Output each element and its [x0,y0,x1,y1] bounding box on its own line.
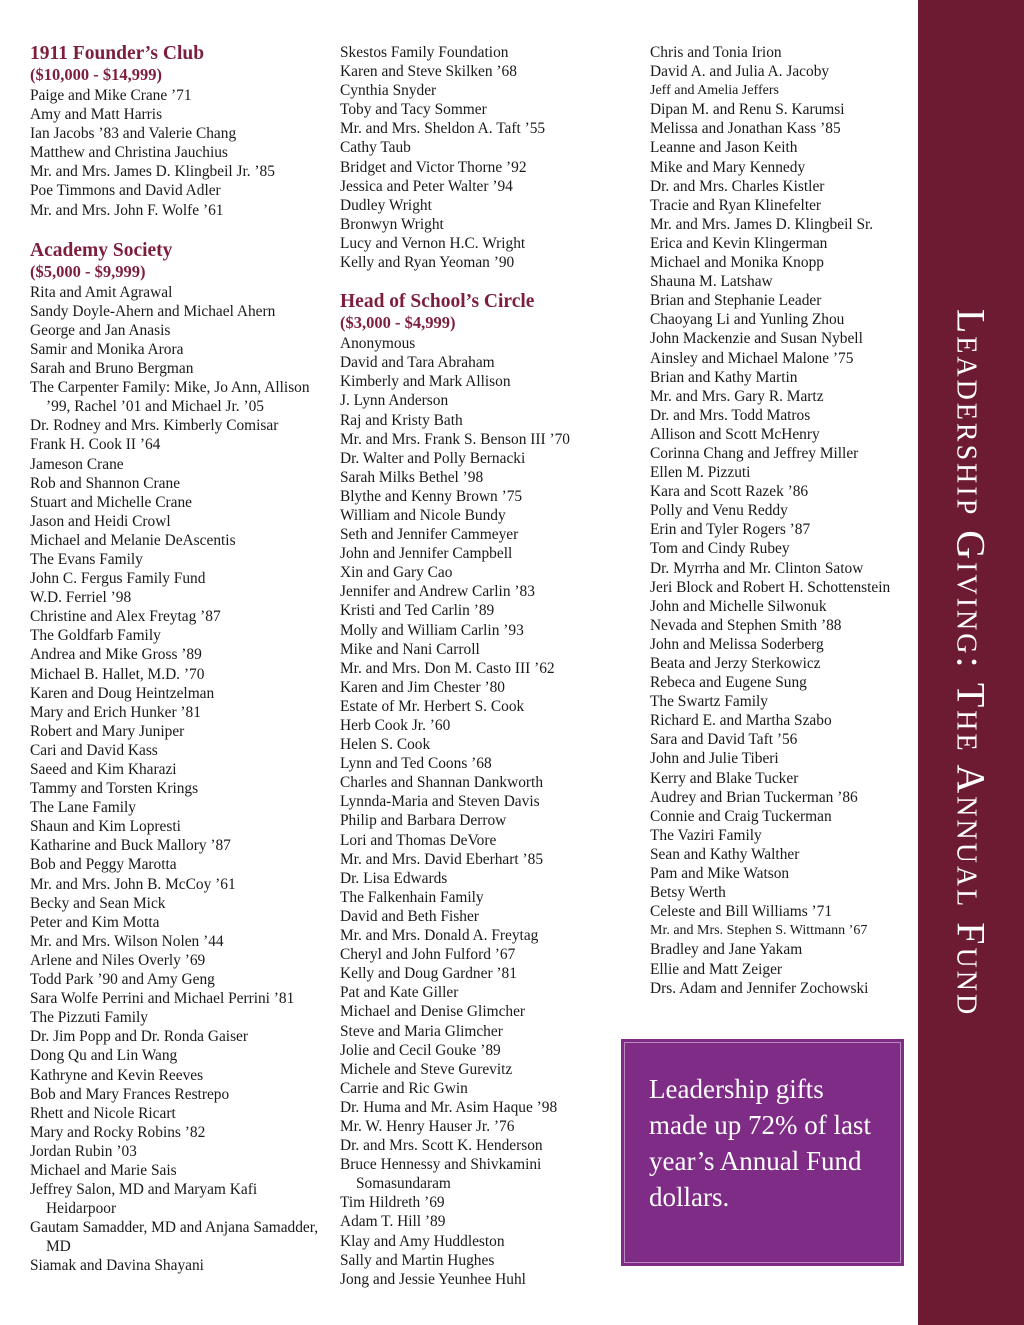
academy-society-section [30,240,330,1276]
donor-name: Kerry and Blake Tucker [650,769,799,787]
donor-name: Sally and Martin Hughes [340,1251,495,1269]
donor-name: Dr. Myrrha and Mr. Clinton Satow [650,559,864,577]
academy-society-title: Academy Society [30,239,173,261]
donor-name: John and Julie Tiberi [650,750,779,768]
donor-name: Saeed and Kim Kharazi [30,761,177,778]
donor-name: Bob and Mary Frances Restrepo [30,1085,230,1103]
donor-name: Mr. and Mrs. John B. McCoy ’61 [30,875,236,893]
donor-name: Philip and Barbara Derrow [340,812,507,830]
donor-name: Dr. Huma and Mr. Asim Haque ’98 [340,1098,558,1116]
donor-name: John and Jennifer Campbell [340,545,513,563]
donor-name: Audrey and Brian Tuckerman ’86 [650,788,858,806]
donor-name: Rob and Shannon Crane [30,474,181,492]
donor-name: Lucy and Vernon H.C. Wright [340,234,526,252]
donor-name: Todd Park ’90 and Amy Geng [30,971,215,989]
donor-name: Mike and Mary Kennedy [650,158,806,176]
donor-name: Leanne and Jason Keith [650,139,798,157]
founders-club-section [30,43,330,220]
donor-name: Karen and Doug Heintzelman [30,684,215,702]
founders-club-list [30,86,330,220]
donor-name: Jessica and Peter Walter ’94 [340,177,513,195]
donor-name: Jeff and Amelia Jeffers [650,83,779,99]
donor-name: Katharine and Buck Mallory ’87 [30,837,231,855]
donor-name: Dipan M. and Renu S. Karumsi [650,101,845,119]
donor-name: Peter and Kim Motta [30,913,160,931]
donor-name: Matthew and Christina Jauchius [30,144,228,162]
donor-name: Kathryne and Kevin Reeves [30,1066,204,1084]
donor-name: Sean and Kathy Walther [650,845,800,863]
donor-name: Kelly and Ryan Yeoman ’90 [340,254,515,272]
founders-club-range: ($10,000 - $14,999) [30,65,162,84]
donor-name: Jeri Block and Robert H. Schottenstein [650,578,891,596]
donor-name: The Evans Family [30,550,143,568]
donor-name: Ian Jacobs ’83 and Valerie Chang [30,125,237,143]
donor-name: Sara Wolfe Perrini and Michael Perrini ’81 [30,990,295,1008]
donor-name: The Lane Family [30,799,136,817]
donor-name: Herb Cook Jr. ’60 [340,717,451,734]
donor-name: Mr. and Mrs. James D. Klingbeil Sr. [650,215,874,233]
academy-society-range: ($5,000 - $9,999) [30,261,146,281]
donor-name: Kimberly and Mark Allison [340,373,511,391]
donor-name: Tracie and Ryan Klinefelter [650,196,822,214]
donor-name: David A. and Julia A. Jacoby [650,63,830,81]
donor-name: Arlene and Niles Overly ’69 [30,951,206,969]
donor-name: John and Melissa Soderberg [650,635,824,653]
donor-name: Dr. Walter and Polly Bernacki [340,449,526,467]
donor-name: Dudley Wright [340,196,432,214]
donor-name: Robert and Mary Juniper [30,722,185,740]
donor-name: Beata and Jerzy Sterkowicz [650,655,821,672]
donor-name: Xin and Gary Cao [340,564,453,582]
donor-name: Cheryl and John Fulford ’67 [340,946,516,964]
donor-name: Stuart and Michelle Crane [30,493,192,511]
donor-name: The Falkenhain Family [340,888,484,906]
donor-name: Chris and Tonia Irion [650,44,782,61]
donor-name: Connie and Craig Tuckerman [650,807,832,825]
donor-name: Sandy Doyle-Ahern and Michael Ahern [30,302,276,320]
donor-name: John C. Fergus Family Fund [30,570,206,588]
donor-name: Dr. and Mrs. Scott K. Henderson [340,1137,543,1155]
donor-name: Mr. and Mrs. Gary R. Martz [650,387,824,405]
donor-name: Paige and Mike Crane ’71 [30,87,192,104]
donor-name: Dr. Jim Popp and Dr. Ronda Gaiser [30,1028,249,1046]
donor-name: Blythe and Kenny Brown ’75 [340,487,523,505]
donor-name: Rebeca and Eugene Sung [650,674,807,692]
donor-name: The Goldfarb Family [30,627,161,645]
donor-name: Ainsley and Michael Malone ’75 [650,349,854,367]
donor-name: Sarah and Bruno Bergman [30,360,194,378]
donor-name: Cathy Taub [340,139,411,157]
donor-name: Brian and Kathy Martin [650,368,798,386]
donor-name: Mr. and Mrs. James D. Klingbeil Jr. ’85 [30,163,275,181]
donor-name: Chaoyang Li and Yunling Zhou [650,311,845,329]
donor-name: Corinna Chang and Jeffrey Miller [650,444,859,462]
donor-name: Bridget and Victor Thorne ’92 [340,158,527,176]
donor-name: Melissa and Jonathan Kass ’85 [650,120,841,138]
donor-name: Mr. and Mrs. Stephen S. Wittmann ’67 [650,923,868,939]
donor-name: Lynnda-Maria and Steven Davis [340,793,540,811]
donor-name: Jason and Heidi Crowl [30,512,171,530]
donor-name: Michele and Steve Gurevitz [340,1060,513,1078]
donor-name: Carrie and Ric Gwin [340,1079,468,1097]
sidebar-band [918,0,1024,1325]
head-of-school-list [340,334,630,1289]
donor-name: Dr. Rodney and Mrs. Kimberly Comisar [30,417,279,435]
donor-name: Samir and Monika Arora [30,340,184,358]
head-of-school-section [340,291,630,1289]
donor-name: Tammy and Torsten Krings [30,780,199,798]
donor-name: Pam and Mike Watson [650,865,790,883]
donor-name: Shaun and Kim Lopresti [30,818,181,836]
donor-name: Richard E. and Martha Szabo [650,712,832,730]
donor-name: Erica and Kevin Klingerman [650,234,828,252]
donor-name: Kelly and Doug Gardner ’81 [340,965,517,983]
donor-name: Becky and Sean Mick [30,894,166,912]
donor-name: Dr. Lisa Edwards [340,869,448,887]
donor-name: David and Tara Abraham [340,354,495,372]
donor-name: Allison and Scott McHenry [650,425,820,443]
donor-name: John and Michelle Silwonuk [650,597,827,615]
donor-name: Mr. and Mrs. Frank S. Benson III ’70 [340,430,570,448]
donor-name: Lori and Thomas DeVore [340,831,497,849]
donor-name: Skestos Family Foundation [340,44,509,61]
donor-name: Brian and Stephanie Leader [650,292,822,310]
donor-name: Cari and David Kass [30,741,158,759]
donor-name: Mr. and Mrs. John F. Wolfe ’61 [30,201,224,219]
donor-name: Poe Timmons and David Adler [30,182,221,200]
donor-name: Jameson Crane [30,455,124,473]
donor-name: Tom and Cindy Rubey [650,540,790,558]
donor-name: Ellen M. Pizzuti [650,464,751,482]
donor-name: Mr. and Mrs. David Eberhart ’85 [340,850,544,868]
donor-name: Michael and Monika Knopp [650,254,824,272]
donor-name: Nevada and Stephen Smith ’88 [650,616,842,634]
donor-name: Jong and Jessie Yeunhee Huhl [340,1270,526,1288]
donor-name: Michael and Melanie DeAscentis [30,531,236,549]
donor-name: Mr. and Mrs. Donald A. Freytag [340,927,539,945]
donor-name: Sara and David Taft ’56 [650,731,798,749]
donor-name: Bob and Peggy Marotta [30,856,177,874]
donor-name: Frank H. Cook II ’64 [30,436,161,454]
donor-name: Raj and Kristy Bath [340,411,463,429]
donor-name: Ellie and Matt Zeiger [650,960,783,978]
donor-name: Gautam Samadder, MD and Anjana Samadder, MD [30,1219,319,1256]
donor-name: Bradley and Jane Yakam [650,941,803,959]
donor-name: Dr. and Mrs. Todd Matros [650,406,811,424]
donor-name: Lynn and Ted Coons ’68 [340,755,492,773]
donor-name: David and Beth Fisher [340,907,479,925]
donor-name: Steve and Maria Glimcher [340,1022,503,1040]
column-2 [340,43,630,1289]
donor-name: Mary and Rocky Robins ’82 [30,1123,206,1141]
donor-name: Molly and William Carlin ’93 [340,621,524,639]
academy-society-list-continued [340,43,630,272]
donor-name: Polly and Venu Reddy [650,502,788,520]
donor-name: The Swartz Family [650,693,768,711]
academy-society-list [30,283,330,1276]
donor-name: Mary and Erich Hunker ’81 [30,703,201,721]
head-of-school-list-continued [650,43,912,998]
donor-name: Kristi and Ted Carlin ’89 [340,602,495,620]
donor-name: Pat and Kate Giller [340,984,459,1002]
donor-name: Michael and Denise Glimcher [340,1003,526,1021]
donor-name: Andrea and Mike Gross ’89 [30,646,202,664]
donor-name: Jeffrey Salon, MD and Maryam Kafi Heidarpoor [30,1181,258,1218]
donor-name: Jolie and Cecil Gouke ’89 [340,1041,501,1059]
donor-name: Rhett and Nicole Ricart [30,1104,176,1122]
donor-name: The Pizzuti Family [30,1009,148,1027]
callout-text: Leadership gifts made up 72% of last year’s Annual Fund dollars. [649,1074,871,1212]
donor-name: Michael B. Hallet, M.D. ’70 [30,665,205,683]
sidebar-title: Leadership Giving: The Annual Fund [948,308,994,1017]
donor-name: Michael and Marie Sais [30,1161,177,1179]
donor-name: Siamak and Davina Shayani [30,1257,204,1275]
donor-name: George and Jan Anasis [30,321,171,339]
donor-name: Mike and Nani Carroll [340,640,480,658]
donor-name: Klay and Amy Huddleston [340,1232,505,1250]
callout-box [621,1039,904,1266]
founders-club-title: 1911 Founder’s Club [30,43,205,64]
donor-name: Anonymous [340,335,416,353]
column-3 [650,43,912,998]
donor-name: Karen and Steve Skilken ’68 [340,63,517,81]
donor-name: Christine and Alex Freytag ’87 [30,608,221,626]
donor-name: Dong Qu and Lin Wang [30,1047,178,1065]
donor-name: Mr. and Mrs. Don M. Casto III ’62 [340,659,555,677]
donor-name: Mr. W. Henry Hauser Jr. ’76 [340,1117,515,1135]
donor-name: Cynthia Snyder [340,82,437,100]
donor-name: Adam T. Hill ’89 [340,1213,446,1231]
donor-name: William and Nicole Bundy [340,506,506,524]
donor-name: W.D. Ferriel ’98 [30,589,132,607]
donor-name: Mr. and Mrs. Wilson Nolen ’44 [30,932,224,950]
donor-name: Erin and Tyler Rogers ’87 [650,521,811,539]
donor-name: Helen S. Cook [340,736,431,754]
donor-name: Jennifer and Andrew Carlin ’83 [340,583,535,601]
donor-name: Amy and Matt Harris [30,106,163,124]
head-of-school-range: ($3,000 - $4,999) [340,313,456,333]
donor-name: Rita and Amit Agrawal [30,283,173,301]
donor-name: Karen and Jim Chester ’80 [340,678,505,696]
donor-name: Drs. Adam and Jennifer Zochowski [650,979,869,997]
donor-name: Mr. and Mrs. Sheldon A. Taft ’55 [340,120,546,138]
donor-name: Seth and Jennifer Cammeyer [340,526,519,544]
donor-name: Bruce Hennessy and Shivkamini Somasundaram [340,1156,542,1193]
donor-name: J. Lynn Anderson [340,392,449,410]
column-1 [30,43,330,1276]
donor-name: Estate of Mr. Herbert S. Cook [340,697,525,715]
donor-name: Shauna M. Latshaw [650,273,773,291]
donor-name: Tim Hildreth ’69 [340,1194,445,1212]
donor-name: Bronwyn Wright [340,215,444,233]
donor-name: Betsy Werth [650,884,726,902]
donor-name: Celeste and Bill Williams ’71 [650,903,833,921]
donor-name: Sarah Milks Bethel ’98 [340,468,484,486]
donor-name: Jordan Rubin ’03 [30,1142,137,1160]
head-of-school-title: Head of School’s Circle [340,291,535,313]
donor-name: The Vaziri Family [650,826,762,844]
donor-name: Kara and Scott Razek ’86 [650,483,809,501]
donor-name: Toby and Tacy Sommer [340,101,487,119]
donor-name: The Carpenter Family: Mike, Jo Ann, Allison ’99, Rachel ’01 and Michael Jr. ’05 [30,379,310,416]
donor-name: Dr. and Mrs. Charles Kistler [650,177,825,195]
donor-name: John Mackenzie and Susan Nybell [650,330,863,348]
donor-name: Charles and Shannan Dankworth [340,774,544,792]
